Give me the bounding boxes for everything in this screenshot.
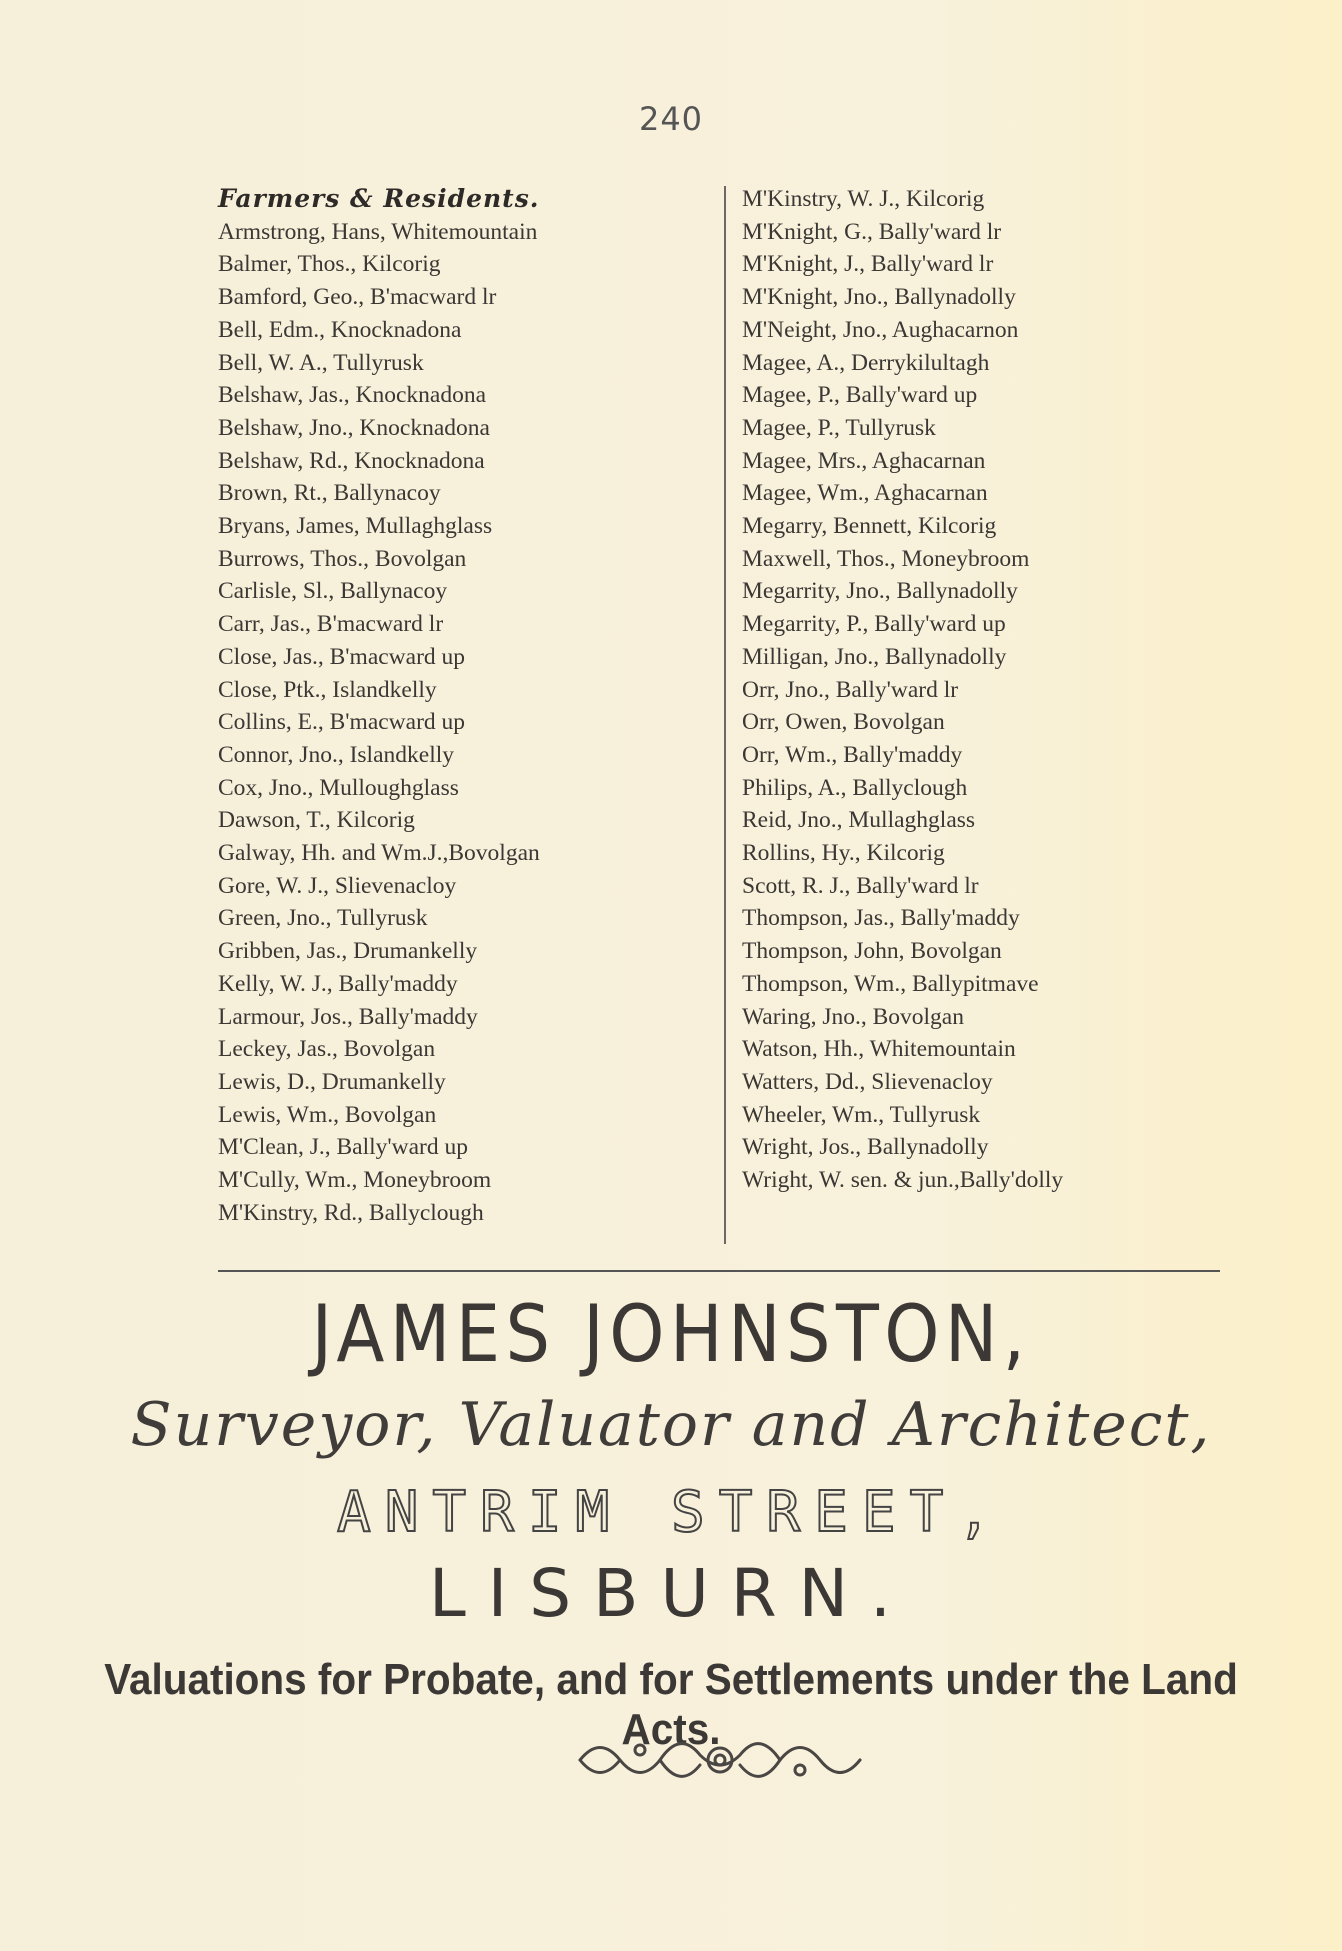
directory-entry: Collins, E., B'macward up <box>218 709 466 736</box>
directory-entry: Galway, Hh. and Wm.J.,Bovolgan <box>218 840 540 867</box>
advertiser-name: JAMES JOHNSTON, <box>311 1290 1031 1380</box>
directory-entry: Milligan, Jno., Ballynadolly <box>742 643 1007 670</box>
directory-entry: Bell, W. A., Tullyrusk <box>218 349 424 376</box>
directory-entry: M'Knight, Jno., Ballynadolly <box>742 284 1016 311</box>
directory-entry: Dawson, T., Kilcorig <box>218 807 415 834</box>
directory-entry: Wright, Jos., Ballynadolly <box>742 1134 989 1161</box>
directory-entry: M'Kinstry, W. J., Kilcorig <box>742 186 985 212</box>
directory-entry: Bryans, James, Mullaghglass <box>218 513 493 540</box>
directory-entry: Magee, Mrs., Aghacarnan <box>742 447 986 474</box>
directory-entry: Belshaw, Jas., Knocknadona <box>218 382 487 409</box>
directory-entry: Kelly, W. J., Bally'maddy <box>218 970 458 997</box>
directory-entry: Maxwell, Thos., Moneybroom <box>742 545 1030 572</box>
directory-entry: Philips, A., Ballyclough <box>742 774 968 801</box>
directory-entry: Watson, Hh., Whitemountain <box>742 1036 1016 1063</box>
directory-entry: M'Knight, J., Bally'ward lr <box>742 251 994 278</box>
directory-entry: Thompson, Wm., Ballypitmave <box>742 970 1039 997</box>
directory-entry: Belshaw, Rd., Knocknadona <box>218 447 485 474</box>
advertiser-street: ANTRIM STREET, <box>336 1480 1005 1545</box>
directory-entry: Thompson, John, Bovolgan <box>742 938 1002 965</box>
directory-entry: Lewis, D., Drumankelly <box>218 1068 446 1095</box>
directory-entry: Orr, Wm., Bally'maddy <box>742 741 963 768</box>
directory-entry: M'Cully, Wm., Moneybroom <box>218 1167 492 1194</box>
directory-entry: Orr, Jno., Bally'ward lr <box>742 676 959 703</box>
directory-entry: Carlisle, Sl., Ballynacoy <box>218 578 448 605</box>
page-number: 240 <box>638 100 704 138</box>
directory-entry: Brown, Rt., Ballynacoy <box>218 480 441 507</box>
horizontal-rule <box>218 1270 1220 1272</box>
directory-entry: Reid, Jno., Mullaghglass <box>742 807 976 834</box>
directory-entry: Waring, Jno., Bovolgan <box>742 1003 964 1030</box>
directory-entry: Leckey, Jas., Bovolgan <box>218 1036 436 1063</box>
directory-entry: Carr, Jas., B'macward lr <box>218 611 444 638</box>
directory-entry: Rollins, Hy., Kilcorig <box>742 840 945 867</box>
directory-entry: Magee, P., Tullyrusk <box>742 414 936 441</box>
directory-entry: Green, Jno., Tullyrusk <box>218 905 428 932</box>
directory-entry: Megarrity, Jno., Ballynadolly <box>742 578 1018 605</box>
directory-entry: Balmer, Thos., Kilcorig <box>218 251 441 278</box>
directory-entry: Close, Jas., B'macward up <box>218 643 466 670</box>
directory-entry: Bell, Edm., Knocknadona <box>218 316 462 343</box>
directory-entry: Wright, W. sen. & jun.,Bally'dolly <box>742 1167 1064 1194</box>
directory-entry: M'Clean, J., Bally'ward up <box>218 1134 468 1161</box>
directory-entry: Megarrity, P., Bally'ward up <box>742 611 1006 638</box>
section-heading: Farmers & Residents. <box>218 184 540 213</box>
column-divider <box>724 186 726 1244</box>
directory-entry: Cox, Jno., Mulloughglass <box>218 774 459 801</box>
directory-entry: Bamford, Geo., B'macward lr <box>218 284 497 311</box>
directory-entry: Connor, Jno., Islandkelly <box>218 741 454 768</box>
directory-entry: Gore, W. J., Slievenacloy <box>218 872 457 899</box>
directory-entry: Armstrong, Hans, Whitemountain <box>218 218 538 245</box>
directory-entry: Burrows, Thos., Bovolgan <box>218 545 467 572</box>
right-column <box>742 183 1242 1197</box>
directory-entry: Larmour, Jos., Bally'maddy <box>218 1003 478 1030</box>
directory-entry: M'Neight, Jno., Aughacarnon <box>742 316 1019 343</box>
directory-entry: Magee, P., Bally'ward up <box>742 382 978 409</box>
directory-entry: Gribben, Jas., Drumankelly <box>218 938 478 965</box>
directory-entry: Scott, R. J., Bally'ward lr <box>742 872 979 899</box>
advertiser-profession: Surveyor, Valuator and Architect, <box>130 1390 1212 1460</box>
directory-entry: Wheeler, Wm., Tullyrusk <box>742 1101 981 1128</box>
directory-entry: Watters, Dd., Slievenacloy <box>742 1068 993 1095</box>
directory-entry: Close, Ptk., Islandkelly <box>218 676 437 703</box>
directory-entry: Orr, Owen, Bovolgan <box>742 709 945 736</box>
directory-entry: Thompson, Jas., Bally'maddy <box>742 905 1020 932</box>
directory-entry: Belshaw, Jno., Knocknadona <box>218 414 490 441</box>
directory-entry: Magee, Wm., Aghacarnan <box>742 480 988 507</box>
directory-entry: M'Knight, G., Bally'ward lr <box>742 218 1002 245</box>
advertiser-town: LISBURN. <box>429 1555 913 1632</box>
directory-entry: Lewis, Wm., Bovolgan <box>218 1101 437 1128</box>
directory-entry: Magee, A., Derrykilultagh <box>742 349 990 376</box>
advertisement-tagline: Valuations for Probate, and for Settlements under the Land Acts. <box>104 1655 1238 1754</box>
directory-entry: M'Kinstry, Rd., Ballyclough <box>218 1199 484 1226</box>
left-column <box>218 183 718 1230</box>
directory-entry: Megarry, Bennett, Kilcorig <box>742 513 997 540</box>
ornament-icon <box>560 1715 880 1805</box>
